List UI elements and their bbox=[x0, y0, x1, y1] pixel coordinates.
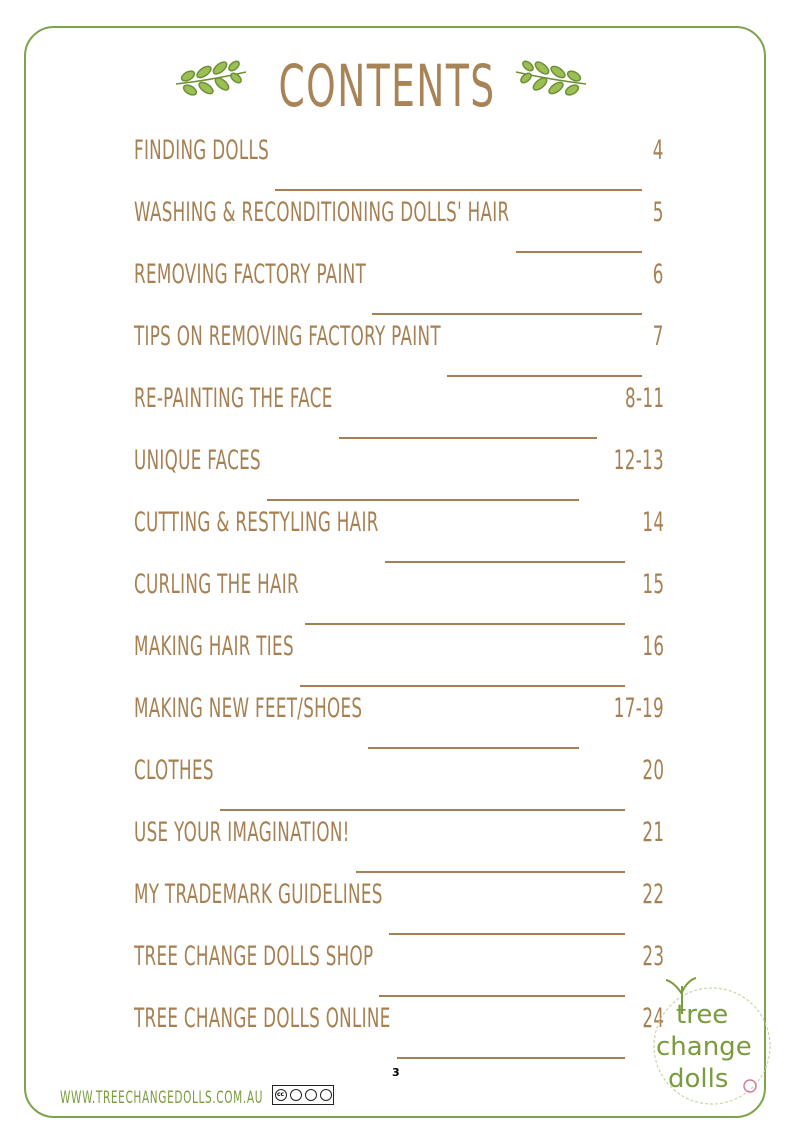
toc-leader bbox=[397, 1057, 625, 1059]
toc-label: MAKING HAIR TIES bbox=[134, 631, 294, 662]
toc-entry[interactable] bbox=[134, 445, 664, 507]
toc-page-number: 16 bbox=[642, 631, 664, 662]
toc-label: MY TRADEMARK GUIDELINES bbox=[134, 879, 383, 910]
toc-label: REMOVING FACTORY PAINT bbox=[134, 259, 367, 290]
page-title: CONTENTS bbox=[278, 52, 496, 120]
toc-entry[interactable] bbox=[134, 507, 664, 569]
toc-page-number: 7 bbox=[653, 321, 664, 352]
toc-label: CLOTHES bbox=[134, 755, 214, 786]
toc-entry[interactable] bbox=[134, 631, 664, 693]
toc-leader bbox=[372, 313, 642, 315]
toc-entry[interactable] bbox=[134, 755, 664, 817]
toc-leader bbox=[447, 375, 642, 377]
logo-line-tree: tree bbox=[676, 1000, 729, 1030]
toc-leader bbox=[220, 809, 625, 811]
fern-right-icon bbox=[512, 54, 590, 104]
toc-entry[interactable] bbox=[134, 135, 664, 197]
toc-leader bbox=[356, 871, 625, 873]
toc-entry[interactable] bbox=[134, 693, 664, 755]
nc-circle bbox=[305, 1089, 317, 1101]
toc-page-number: 15 bbox=[642, 569, 664, 600]
toc-entry[interactable] bbox=[134, 321, 664, 383]
toc-entry[interactable] bbox=[134, 1003, 664, 1065]
toc-entry[interactable] bbox=[134, 259, 664, 321]
toc-entry[interactable] bbox=[134, 197, 664, 259]
toc-label: CUTTING & RESTYLING HAIR bbox=[134, 507, 379, 538]
creative-commons-icon bbox=[272, 1085, 334, 1105]
toc-leader bbox=[385, 561, 625, 563]
toc-leader bbox=[275, 189, 642, 191]
by-circle bbox=[290, 1089, 302, 1101]
toc-label: RE-PAINTING THE FACE bbox=[134, 383, 333, 414]
toc-leader bbox=[389, 933, 625, 935]
toc-page-number: 23 bbox=[642, 941, 664, 972]
toc-entry[interactable] bbox=[134, 879, 664, 941]
toc-page-number: 8-11 bbox=[624, 383, 664, 414]
contents-header bbox=[0, 48, 794, 128]
tree-change-dolls-logo bbox=[648, 968, 778, 1108]
toc-page-number: 21 bbox=[642, 817, 664, 848]
toc-label: TREE CHANGE DOLLS ONLINE bbox=[134, 1003, 391, 1034]
logo-line-change: change bbox=[656, 1032, 752, 1062]
website-link[interactable]: WWW.TREECHANGEDOLLS.COM.AU bbox=[60, 1088, 264, 1108]
toc-page-number: 4 bbox=[653, 135, 664, 166]
toc-leader bbox=[368, 747, 579, 749]
toc-entry[interactable] bbox=[134, 383, 664, 445]
sa-circle bbox=[320, 1089, 332, 1101]
toc-label: MAKING NEW FEET/SHOES bbox=[134, 693, 363, 724]
toc-label: TIPS ON REMOVING FACTORY PAINT bbox=[134, 321, 441, 352]
toc-leader bbox=[379, 995, 624, 997]
toc-entry[interactable] bbox=[134, 817, 664, 879]
toc-page-number: 6 bbox=[653, 259, 664, 290]
toc-leader bbox=[339, 437, 597, 439]
toc-page-number: 17-19 bbox=[613, 693, 664, 724]
toc-leader bbox=[300, 685, 625, 687]
toc-leader bbox=[267, 499, 579, 501]
fern-left-icon bbox=[172, 54, 250, 104]
logo-line-dolls: dolls bbox=[668, 1064, 729, 1094]
toc-page-number: 14 bbox=[642, 507, 664, 538]
toc-page-number: 22 bbox=[642, 879, 664, 910]
page-number: 3 bbox=[392, 1066, 400, 1079]
table-of-contents bbox=[134, 135, 664, 1065]
toc-entry[interactable] bbox=[134, 569, 664, 631]
toc-label: CURLING THE HAIR bbox=[134, 569, 299, 600]
toc-label: FINDING DOLLS bbox=[134, 135, 270, 166]
toc-leader bbox=[305, 623, 625, 625]
toc-entry[interactable] bbox=[134, 941, 664, 1003]
toc-page-number: 20 bbox=[642, 755, 664, 786]
toc-label: WASHING & RECONDITIONING DOLLS' HAIR bbox=[134, 197, 510, 228]
toc-label: USE YOUR IMAGINATION! bbox=[134, 817, 350, 848]
toc-page-number: 24 bbox=[642, 1003, 664, 1034]
toc-leader bbox=[516, 251, 643, 253]
cc-circle: cc bbox=[275, 1089, 287, 1101]
toc-page-number: 5 bbox=[653, 197, 664, 228]
toc-page-number: 12-13 bbox=[613, 445, 664, 476]
toc-label: UNIQUE FACES bbox=[134, 445, 261, 476]
toc-label: TREE CHANGE DOLLS SHOP bbox=[134, 941, 374, 972]
